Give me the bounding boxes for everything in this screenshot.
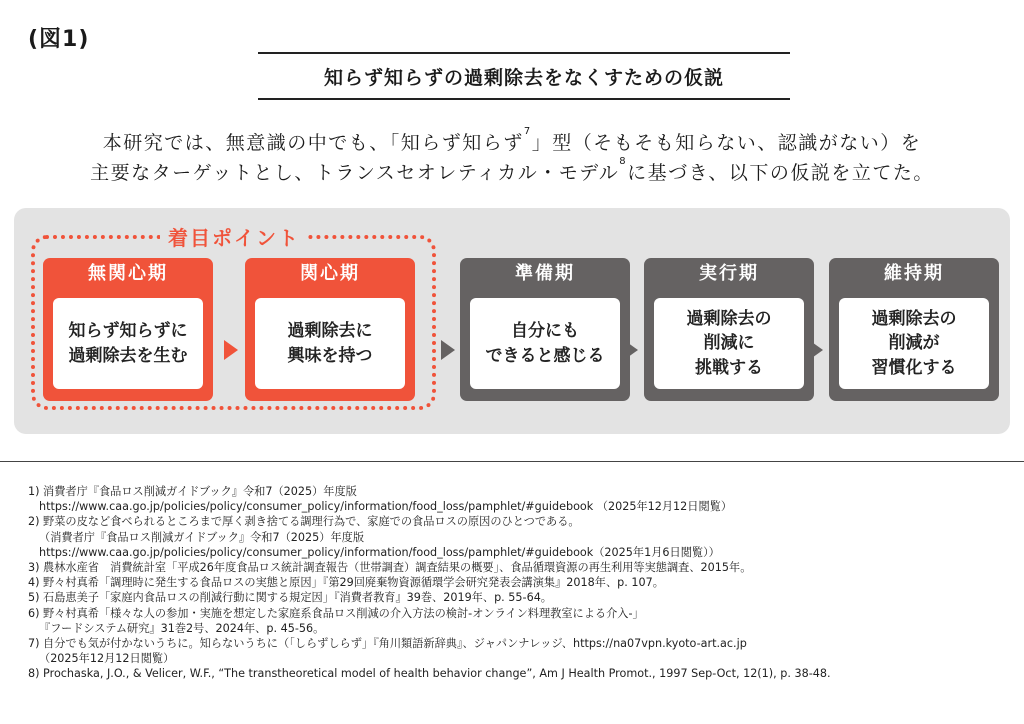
intro-text: に基づき、以下の仮説を立てた。	[627, 162, 934, 184]
reference-item: 3) 農林水産省 消費統計室「平成26年度食品ロス統計調査報告（世帯調査）調査結果の概要」、食品循環資源の再生利用等実態調査、2015年。	[28, 561, 752, 575]
intro-text: 本研究では、無意識の中でも、「知らず知らず	[102, 132, 524, 154]
reference-item: 8) Prochaska, J.O., & Velicer, W.F., “The transtheoretical model of health behavior change”, Am J Health Promot., 1997 Sep-Oct, 12(1), p. 38-48.	[28, 667, 831, 681]
arrow-right-icon	[441, 340, 455, 360]
intro-text: 」型（そもそも知らない、認識がない）を	[531, 132, 922, 154]
stage-description: 知らず知らずに 過剰除去を生む	[53, 298, 203, 389]
reference-item: 2) 野菜の皮など食べられるところまで厚く剥き捨てる調理行為で、家庭での食品ロスの原因のひとつである。	[28, 515, 580, 529]
references	[28, 484, 1013, 682]
stage-maintenance	[829, 258, 999, 401]
stage-name: 維持期	[884, 263, 944, 284]
stage-precontemplation	[43, 258, 213, 401]
stage-name: 無関心期	[88, 263, 168, 284]
figure-label: (図1)	[28, 27, 90, 52]
stage-name: 実行期	[699, 263, 759, 284]
reference-url[interactable]: https://www.caa.go.jp/policies/policy/consumer_policy/information/food_loss/pamphlet/#guidebook （2025年12月12日閲覧）	[39, 500, 733, 514]
reference-item: 4) 野々村真希「調理時に発生する食品ロスの実態と原因」『第29回廃棄物資源循環学会研究発表会講演集』2018年、p. 107。	[28, 576, 664, 590]
arrow-right-icon	[624, 340, 638, 360]
title-top-rule	[258, 52, 790, 54]
figure-title: 知らず知らずの過剰除去をなくすための仮説	[323, 67, 724, 89]
arrow-right-icon	[224, 340, 238, 360]
arrow-right-icon	[809, 340, 823, 360]
intro-text: 主要なターゲットとし、トランスセオレティカル・モデル	[90, 162, 620, 184]
reference-item: （消費者庁『食品ロス削減ガイドブック』令和7（2025）年度版	[39, 530, 365, 544]
intro-line-1	[0, 128, 1024, 155]
stage-name: 関心期	[300, 263, 360, 284]
intro-line-2	[0, 158, 1024, 185]
reference-item: 5) 石島恵美子「家庭内食品ロスの削減行動に関する規定因」『消費者教育』39巻、2019年、p. 55-64。	[28, 591, 552, 605]
stage-contemplation	[245, 258, 415, 401]
reference-item: （2025年12月12日閲覧）	[39, 652, 175, 666]
title-bottom-rule	[258, 98, 790, 100]
stage-preparation	[460, 258, 630, 401]
stage-name: 準備期	[515, 263, 575, 284]
stage-description: 過剰除去に 興味を持つ	[255, 298, 405, 389]
reference-item: 『フードシステム研究』31巻2号、2024年、p. 45-56。	[39, 621, 325, 635]
reference-url[interactable]: https://www.caa.go.jp/policies/policy/consumer_policy/information/food_loss/pamphlet/#guidebook（2025年1月6日閲覧））	[39, 545, 720, 559]
stage-description: 自分にも できると感じる	[470, 298, 620, 389]
stage-description: 過剰除去の 削減が 習慣化する	[839, 298, 989, 389]
stage-description: 過剰除去の 削減に 挑戦する	[654, 298, 804, 389]
footnote-ref-8: 8	[619, 156, 628, 167]
reference-item: 6) 野々村真希「様々な人の参加・実施を想定した家庭系食品ロス削減の介入方法の検討-オンライン料理教室による介入-」	[28, 606, 644, 620]
focus-label: 着目ポイント	[160, 222, 308, 251]
reference-item: 1) 消費者庁『食品ロス削減ガイドブック』令和7（2025）年度版	[28, 485, 357, 498]
section-divider	[0, 461, 1024, 462]
reference-item: 7) 自分でも気が付かないうちに。知らないうちに（「しらずしらず」『角川類語新辞典』、ジャパンナレッジ、https://na07vpn.kyoto-art.ac.jp	[28, 637, 747, 651]
stage-action	[644, 258, 814, 401]
footnote-ref-7: 7	[523, 126, 532, 137]
